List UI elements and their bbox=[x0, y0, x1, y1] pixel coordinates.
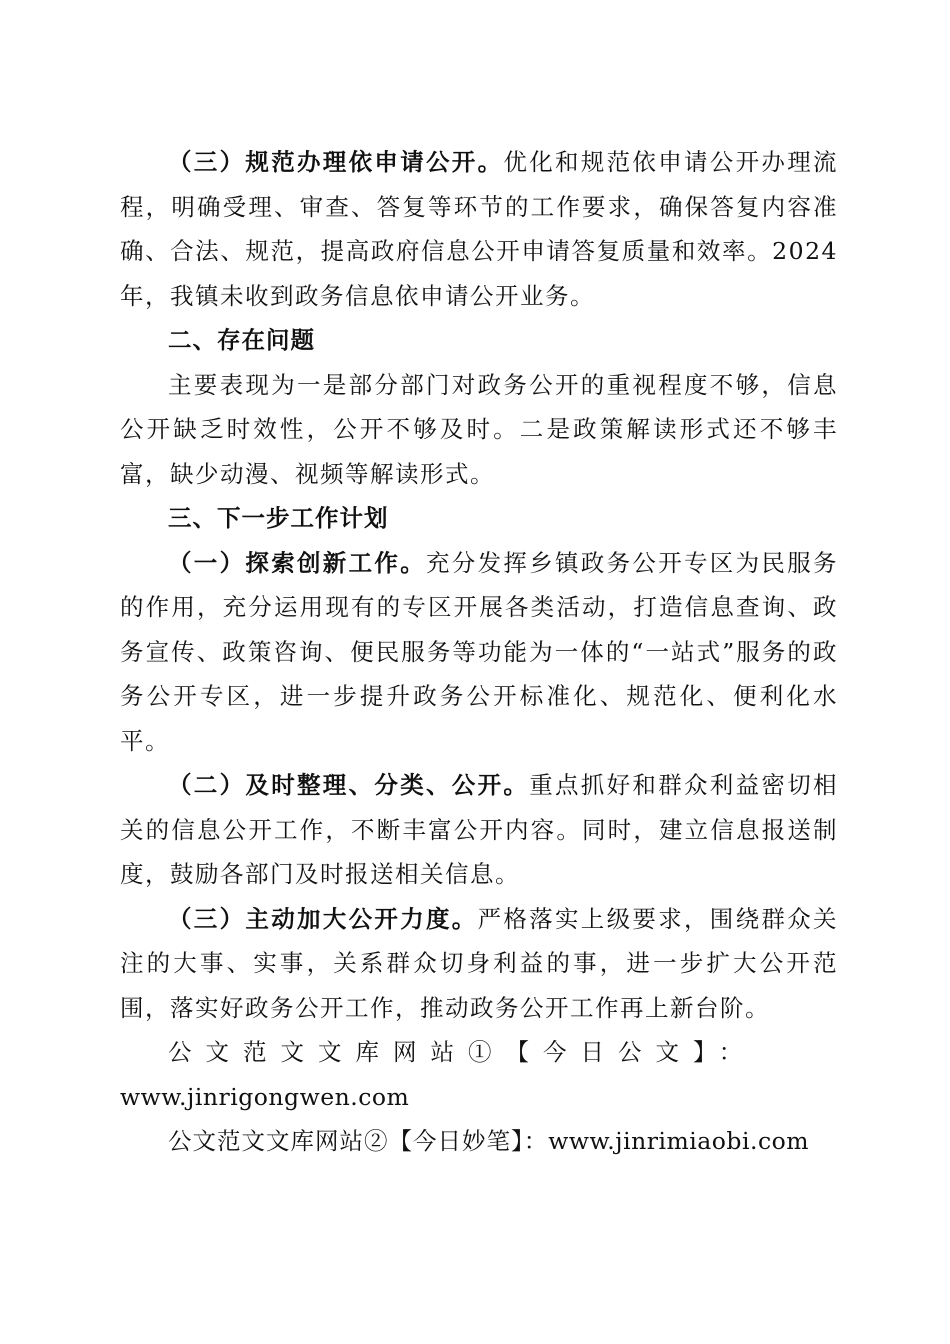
paragraph-body: 重点抓好和群众利益密切相关的信息公开工作，不断丰富公开内容。同时，建立信息报送制度，鼓励各部门及时报送相关信息。 bbox=[120, 771, 839, 888]
paragraph-body: 严格落实上级要求，围绕群众关注的大事、实事，关系群众切身利益的事，进一步扩大公开范围，落实好政务公开工作，推动政务公开工作再上新台阶。 bbox=[120, 904, 839, 1022]
paragraph-lead: （一）探索创新工作。 bbox=[168, 548, 426, 577]
paragraph-plan-strengthen bbox=[120, 897, 838, 1031]
footer-site2 bbox=[120, 1119, 838, 1164]
paragraph-problems: 主要表现为一是部分部门对政务公开的重视程度不够，信息公开缺乏时效性，公开不够及时。二是政策解读形式还不够丰富，缺少动漫、视频等解读形式。 bbox=[120, 370, 838, 488]
paragraph-plan-innovation bbox=[120, 541, 838, 764]
footer-site2-url[interactable]: www.jinrimiaobi.com bbox=[548, 1127, 810, 1155]
paragraph-lead: （二）及时整理、分类、公开。 bbox=[168, 771, 530, 799]
footer-site2-label: 公文范文文库网站②【今日妙笔】： bbox=[168, 1127, 549, 1155]
heading-next-plan: 三、下一步工作计划 bbox=[168, 504, 389, 532]
paragraph-plan-organize bbox=[120, 763, 838, 897]
heading-problems: 二、存在问题 bbox=[168, 326, 315, 354]
footer-site1-label: 公文范文文库网站①【今日公文】： bbox=[168, 1038, 757, 1066]
document-page bbox=[120, 140, 838, 1164]
paragraph-lead: （三）规范办理依申请公开。 bbox=[168, 148, 504, 176]
paragraph-body: 优化和规范依申请公开办理流程，明确受理、审查、答复等环节的工作要求，确保答复内容准确、合法、规范，提高政府信息公开申请答复质量和效率。2024年，我镇未收到政务信息依申请公开业务。 bbox=[120, 148, 839, 310]
paragraph-body: 充分发挥乡镇政务公开专区为民服务的作用，充分运用现有的专区开展各类活动，打造信息查询、政务宣传、政策咨询、便民服务等功能为一体的“一站式”服务的政务公开专区，进一步提升政务公开标准化、规范化、便利化水平。 bbox=[120, 548, 838, 755]
footer-site1-url[interactable]: www.jinrigongwen.com bbox=[120, 1082, 410, 1111]
paragraph-lead: （三）主动加大公开力度。 bbox=[168, 904, 478, 933]
paragraph-apply-disclosure bbox=[120, 140, 838, 318]
